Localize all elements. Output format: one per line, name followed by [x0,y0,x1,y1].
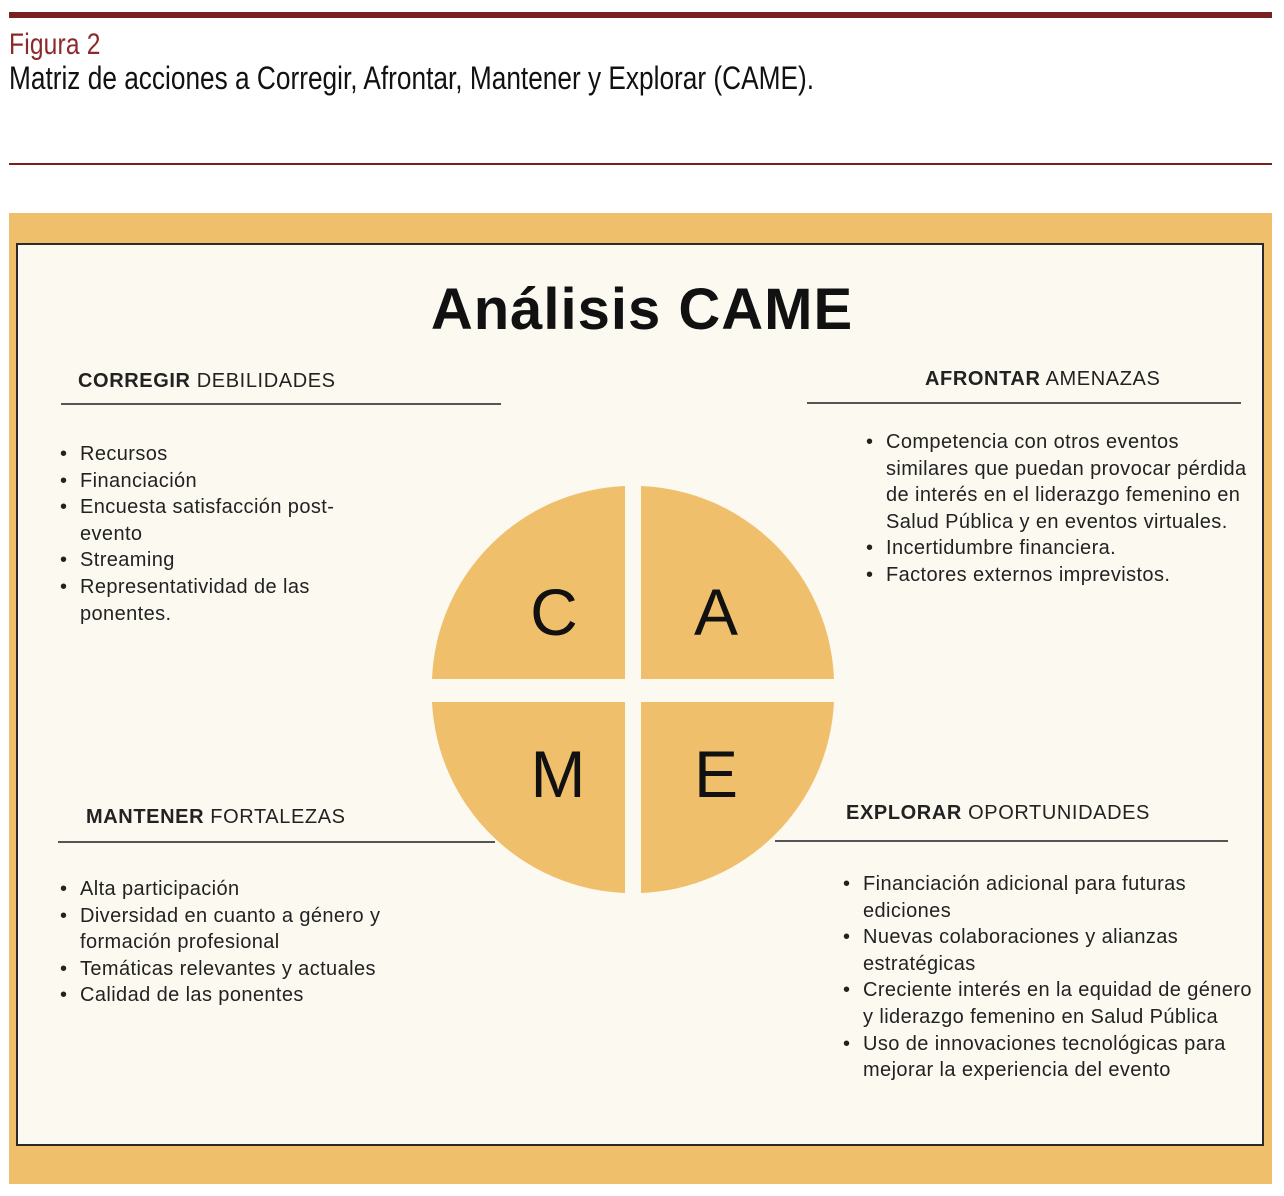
afrontar-list [866,429,1266,589]
list-item: • Competencia con otros eventos similares que puedan provocar pérdida de interés en el liderazgo femenino en Salud Pública y en eventos virtuales. [886,429,1266,535]
mantener-rule [58,841,495,843]
mantener-list [60,876,440,1009]
list-item: • Uso de innovaciones tecnológicas para mejorar la experiencia del evento [863,1031,1268,1084]
list-item: • Representatividad de las ponentes. [80,574,390,627]
list-item: • Financiación [80,468,390,495]
list-item: • Streaming [80,547,390,574]
corregir-heading-rest: DEBILIDADES [190,370,336,392]
list-item: • Temáticas relevantes y actuales [80,956,440,983]
explorar-heading-rest: OPORTUNIDADES [961,802,1150,824]
letter-m: M [530,737,586,811]
afrontar-heading-bold: AFRONTAR [925,368,1041,390]
list-item: • Creciente interés en la equidad de género y liderazgo femenino en Salud Pública [863,977,1268,1030]
afrontar-heading [925,368,1160,391]
list-item: • Encuesta satisfacción post-evento [80,494,390,547]
list-item: • Financiación adicional para futuras ediciones [863,871,1268,924]
afrontar-rule [807,402,1241,404]
mantener-heading-bold: MANTENER [86,806,205,828]
corregir-list [60,441,390,627]
mantener-heading [86,806,346,829]
explorar-heading [846,802,1150,825]
list-item: • Recursos [80,441,390,468]
letter-a: A [693,575,739,649]
mantener-heading-rest: FORTALEZAS [204,806,346,828]
letter-e: E [693,737,739,811]
list-item: • Incertidumbre financiera. [886,535,1266,562]
afrontar-heading-rest: AMENAZAS [1040,368,1161,390]
list-item: • Alta participación [80,876,440,903]
figure-caption: Matriz de acciones a Corregir, Afrontar, Mantener y Explorar (CAME). [9,60,814,96]
corregir-heading-bold: CORREGIR [78,370,191,392]
list-item: • Nuevas colaboraciones y alianzas estratégicas [863,924,1268,977]
diagram-title: Análisis CAME [430,277,854,342]
explorar-rule [775,840,1228,842]
list-item: • Diversidad en cuanto a género y formación profesional [80,903,440,956]
explorar-heading-bold: EXPLORAR [846,802,962,824]
corregir-heading [78,370,336,393]
list-item: • Calidad de las ponentes [80,982,440,1009]
explorar-list [843,871,1268,1084]
letter-c: C [530,575,578,649]
figure-label: Figura 2 [9,28,101,61]
list-item: • Factores externos imprevistos. [886,562,1266,589]
corregir-rule [61,403,501,405]
